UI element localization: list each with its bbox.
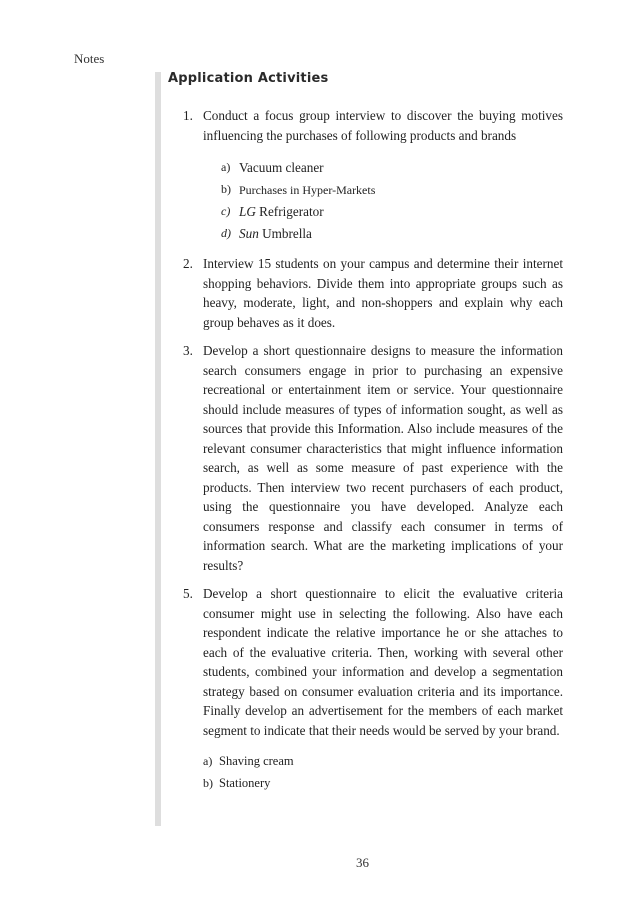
margin-notes-label: Notes [74, 51, 105, 66]
activity-number: 2. [183, 256, 193, 271]
activity-5-sub-list [203, 751, 563, 794]
sub-item-text: Vacuum cleaner [239, 160, 324, 175]
activity-number: 1. [183, 108, 193, 123]
sub-item-hyper-markets [221, 179, 563, 202]
sub-item-text: Umbrella [262, 225, 312, 241]
page-number: 36 [356, 855, 369, 870]
activity-text: Develop a short questionnaire designs to measure the information search consumers engage in prior to purchasing an expensive recreational or entertainment item or service. Your questionnaire should include measures of types of information sought, as well as sources that provide this Information. Also include measures of the relevant consumer characteristics that might influence information search, as well as some measure of past experience with the products. Then interview two recent purchasers of each product, using the questionnaire you have developed. Analyze each consumers response and classify each consumer in terms of information search. What are the marketing implications of your results? [203, 343, 563, 573]
sub-item-stationery [203, 773, 563, 795]
sub-item-letter: a) [221, 160, 231, 174]
sub-item-text: Refrigerator [259, 204, 324, 219]
sub-item-lg-refrigerator [221, 201, 563, 223]
activity-5 [183, 584, 563, 794]
sub-item-brand: LG [239, 204, 256, 219]
activity-1 [183, 106, 563, 244]
sub-item-letter: b) [221, 181, 231, 196]
sub-item-text: Purchases in Hyper-Markets [239, 182, 376, 197]
activity-text: Develop a short questionnaire to elicit the evaluative criteria consumer might use in selecting the following. Also have each respondent indicate the relative importance he or she attaches to each of the evaluative criteria. Then, working with several other students, combined your information and develop a segmentation strategy based on consumer evaluation criteria and its importance. Finally develop an advertisement for the members of each market segment to indicate that their needs would be served by your brand. [203, 586, 563, 738]
activity-number: 3. [183, 343, 193, 358]
activities-list [183, 106, 563, 794]
sub-item-text: Shaving cream [219, 754, 294, 768]
sub-item-letter: d) [221, 225, 231, 240]
activity-3 [183, 341, 563, 575]
sub-item-sun-umbrella [221, 223, 563, 245]
sub-item-letter: a) [203, 754, 213, 768]
sub-item-vacuum-cleaner [221, 157, 563, 179]
activity-text: Conduct a focus group interview to discover the buying motives influencing the purchases of following products and brands [203, 108, 563, 143]
section-heading: Application Activities [168, 71, 329, 86]
activity-1-sub-list [203, 157, 563, 244]
sub-item-brand: Sun [239, 225, 259, 241]
activity-2 [183, 254, 563, 332]
activity-text: Interview 15 students on your campus and determine their internet shopping behaviors. Divide them into appropriate groups such as heavy, moderate, light, and non-shoppers and explain why each group behaves as it does. [203, 256, 563, 330]
sub-item-letter: c) [221, 204, 231, 218]
activity-number: 5. [183, 586, 193, 601]
sub-item-letter: b) [203, 775, 213, 790]
sub-item-shaving-cream [203, 751, 563, 773]
notes-margin-bar [155, 72, 161, 826]
sub-item-text: Stationery [219, 775, 271, 790]
